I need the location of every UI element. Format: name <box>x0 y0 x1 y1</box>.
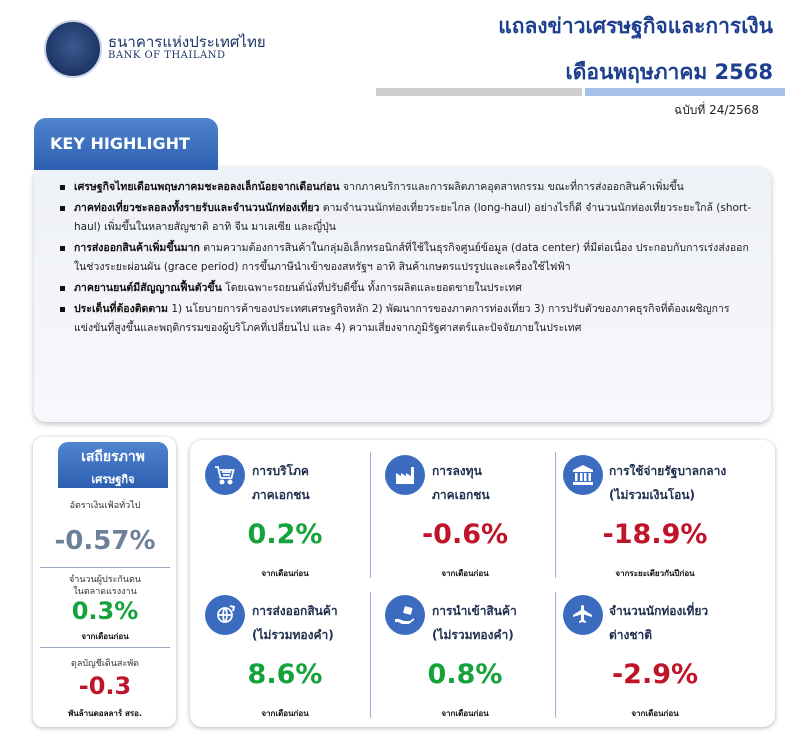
stability-tab <box>58 442 168 488</box>
current-account-label: ดุลบัญชีเดินสะพัด <box>70 659 140 669</box>
indicator-value: 0.2% <box>247 519 323 550</box>
title-rule-gray <box>376 88 582 96</box>
employment-sub: จากเดือนก่อน <box>81 632 129 641</box>
highlight-item-text: ตามจำนวนนักท่องเที่ยวระยะไกล (long-haul) อย่างไรก็ดี จำนวนนักท่องเที่ยวระยะใกล้ (short-haul) เพิ่มขึ้นในหลายสัญชาติ อาทิ จีน มาเลเซีย และญี่ปุ่น <box>74 202 752 233</box>
indicator-label-line2: (ไม่รวมเงินโอน) <box>609 488 696 502</box>
shopping-cart-icon <box>205 455 245 495</box>
indicator-label-line2: ภาคเอกชน <box>252 488 310 502</box>
issue-number: ฉบับที่ 24/2568 <box>674 103 759 117</box>
indicator-card-exports <box>190 585 380 720</box>
highlight-item-text: ตามความต้องการสินค้าในกลุ่มอิเล็กทรอนิกส์ที่ใช้ในธุรกิจศูนย์ข้อมูล (data center) ที่มีต่อเนื่อง ประกอบกับการเร่งส่งออกในช่วงระยะผ่อนผัน (grace period) การขึ้นภาษีนำเข้าของสหรัฐฯ อาทิ สินค้าเกษตรแปรรูปและเครื่องใช้ไฟฟ้า <box>74 242 749 273</box>
org-name-th: ธนาคารแห่งประเทศไทย <box>108 33 266 51</box>
indicator-label <box>252 459 376 507</box>
indicator-label-line1: การใช้จ่ายรัฐบาลกลาง <box>609 464 727 478</box>
indicator-sub: จากเดือนก่อน <box>441 569 489 578</box>
indicator-value: -18.9% <box>602 519 708 550</box>
page-title-line2: เดือนพฤษภาคม 2568 <box>565 60 773 84</box>
key-highlight-tab: KEY HIGHLIGHT <box>34 118 218 170</box>
indicator-sub: จากเดือนก่อน <box>631 709 679 718</box>
globe-plane-icon <box>205 595 245 635</box>
indicator-label-line2: (ไม่รวมทองคำ) <box>432 628 514 642</box>
indicator-label-line2: ภาคเอกชน <box>432 488 490 502</box>
employment-label-line1: จำนวนผู้ประกันตน <box>69 575 141 585</box>
indicator-label-line1: จำนวนนักท่องเที่ยว <box>609 604 709 618</box>
org-name-en: BANK OF THAILAND <box>108 50 226 61</box>
highlight-item-lead: ประเด็นที่ต้องติดตาม <box>74 303 168 315</box>
indicator-sub: จากระยะเดียวกันปีก่อน <box>615 569 695 578</box>
indicator-sub: จากเดือนก่อน <box>441 709 489 718</box>
government-building-icon <box>563 455 603 495</box>
indicator-label <box>432 599 556 647</box>
stability-tab-line1: เสถียรภาพ <box>81 449 145 465</box>
indicator-label <box>609 459 775 507</box>
indicator-card-foreign-tourists <box>555 585 775 720</box>
stability-tab-line2: เศรษฐกิจ <box>91 473 135 486</box>
indicator-label <box>609 599 775 647</box>
inflation-value: -0.57% <box>54 526 156 556</box>
airplane-icon <box>563 595 603 635</box>
indicator-card-imports <box>370 585 560 720</box>
highlight-item-text: 1) นโยบายการค้าของประเทศเศรษฐกิจหลัก 2) พัฒนาการของภาคการท่องเที่ยว 3) การปรับตัวของภาคธุรกิจที่ต้องเผชิญการแข่งขันที่สูงขึ้นและพฤติกรรมของผู้บริโภคที่เปลี่ยนไป และ 4) ความเสี่ยงจากภูมิรัฐศาสตร์และปัจจัยภายในประเทศ <box>74 303 730 334</box>
indicator-label-line1: การนำเข้าสินค้า <box>432 604 517 618</box>
bot-logo <box>44 20 102 78</box>
highlight-item <box>58 239 758 277</box>
indicator-label <box>252 599 376 647</box>
highlight-item-text: จากภาคบริการและการผลิตภาคอุตสาหกรรม ขณะที่การส่งออกสินค้าเพิ่มขึ้น <box>339 181 684 193</box>
inflation-label: อัตราเงินเฟ้อทั่วไป <box>69 501 141 511</box>
indicator-label-line1: การบริโภค <box>252 464 309 478</box>
indicator-label-line1: การส่งออกสินค้า <box>252 604 338 618</box>
hand-package-icon <box>385 595 425 635</box>
indicator-value: 8.6% <box>247 659 323 690</box>
indicator-label-line2: (ไม่รวมทองคำ) <box>252 628 334 642</box>
highlight-item-lead: เศรษฐกิจไทยเดือนพฤษภาคมชะลอลงเล็กน้อยจากเดือนก่อน <box>74 181 340 193</box>
highlight-list <box>58 178 758 340</box>
indicator-label-line2: ต่างชาติ <box>609 628 653 642</box>
indicator-sub: จากเดือนก่อน <box>261 569 309 578</box>
indicator-value: -0.6% <box>421 519 509 550</box>
factory-icon <box>385 455 425 495</box>
employment-label-line2: ในตลาดแรงงาน <box>73 587 137 597</box>
indicator-value: 0.8% <box>427 659 503 690</box>
indicator-card-private-investment <box>370 445 560 580</box>
highlight-item-lead: การส่งออกสินค้าเพิ่มขึ้นมาก <box>74 242 200 254</box>
indicator-card-private-consumption <box>190 445 380 580</box>
title-rule-blue <box>585 88 785 96</box>
highlight-item-text: โดยเฉพาะรถยนต์นั่งที่ปรับดีขึ้น ทั้งการผลิตและยอดขายในประเทศ <box>221 282 522 294</box>
page-title-line1: แถลงข่าวเศรษฐกิจและการเงิน <box>498 14 773 38</box>
indicator-sub: จากเดือนก่อน <box>261 709 309 718</box>
indicator-label <box>432 459 556 507</box>
highlight-item <box>58 178 758 197</box>
indicator-card-government-spending <box>555 445 775 580</box>
highlight-item <box>58 300 758 338</box>
stability-divider <box>40 647 170 648</box>
current-account-value: -0.3 <box>78 672 132 700</box>
indicator-label-line1: การลงทุน <box>432 464 482 478</box>
employment-value: 0.3% <box>71 597 139 625</box>
highlight-item <box>58 199 758 237</box>
indicator-value: -2.9% <box>611 659 699 690</box>
highlight-item-lead: ภาคท่องเที่ยวชะลอลงทั้งรายรับและจำนวนนักท่องเที่ยว <box>74 202 320 214</box>
highlight-item <box>58 279 758 298</box>
stability-divider <box>40 567 170 568</box>
current-account-sub: พันล้านดอลลาร์ สรอ. <box>67 709 142 718</box>
highlight-item-lead: ภาคยานยนต์มีสัญญาณฟื้นตัวขึ้น <box>74 282 222 294</box>
